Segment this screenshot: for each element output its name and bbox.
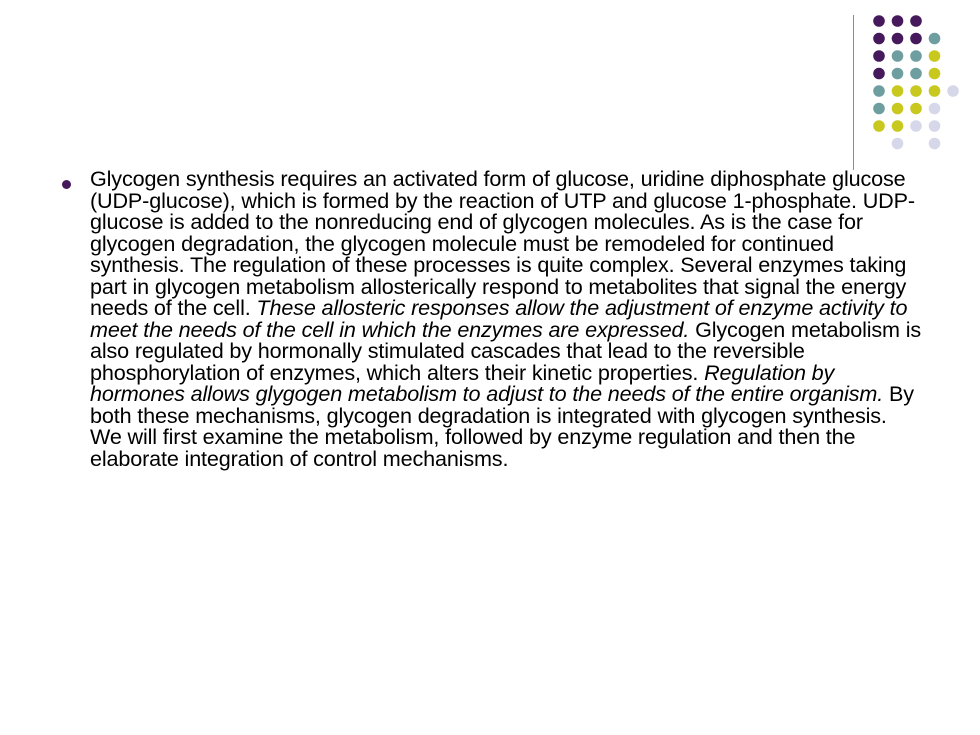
decorative-dot <box>892 85 904 97</box>
decorative-dot <box>910 103 922 115</box>
decorative-dot-grid <box>0 0 980 170</box>
decorative-dot <box>929 120 941 132</box>
decorative-dot <box>910 68 922 80</box>
decorative-dot <box>929 85 941 97</box>
decorative-dot <box>929 33 941 45</box>
decorative-dot <box>910 33 922 45</box>
bullet-dot-icon <box>62 180 71 189</box>
text-segment: Glycogen synthesis requires an activated form of glucose, uridine diphosphate glucose (UDP-glucose), which is formed by the reaction of UTP and glucose 1-phosphate. UDP-glucose is added to the nonreducing end of glycogen molecules. As is the case for glycogen degradation, the glycogen molecule must be remodeled for continued synthesis. The regulation of these processes is quite complex. Several enzymes taking part in glycogen metabolism allosterically respond to metabolites that signal the energy needs of the cell. <box>90 166 915 320</box>
decorative-dot <box>910 85 922 97</box>
decorative-dot <box>873 85 885 97</box>
decorative-dot <box>873 50 885 62</box>
body-paragraph <box>90 168 922 469</box>
text-segment: By both these mechanisms, glycogen degradation is integrated with glycogen synthesis. We will first examine the metabolism, followed by enzyme regulation and then the elaborate integration of control mechanisms. <box>90 381 914 471</box>
decorative-dot <box>910 120 922 132</box>
decorative-dot <box>929 103 941 115</box>
decorative-dot <box>873 15 885 27</box>
decorative-dot <box>892 138 904 150</box>
decorative-dot <box>892 103 904 115</box>
decorative-dot <box>892 68 904 80</box>
decorative-dot <box>892 33 904 45</box>
decorative-dot <box>929 68 941 80</box>
decorative-dot <box>910 15 922 27</box>
decorative-dot <box>947 85 959 97</box>
decorative-dot <box>873 120 885 132</box>
decorative-dot <box>873 103 885 115</box>
decorative-dot <box>910 50 922 62</box>
decorative-dot <box>892 50 904 62</box>
decorative-dot <box>892 15 904 27</box>
decorative-dot <box>892 120 904 132</box>
decorative-dot <box>929 138 941 150</box>
italic-text-segment: These allosteric responses allow the adjustment of enzyme activity to meet the needs of the cell in which the enzymes are expressed. <box>90 295 908 342</box>
decorative-dot <box>929 50 941 62</box>
divider-line <box>853 15 854 170</box>
decorative-dot <box>873 33 885 45</box>
decorative-dot <box>873 68 885 80</box>
text-segment: Glycogen metabolism is also regulated by hormonally stimulated cascades that lead to the reversible phosphorylation of enzymes, which alters their kinetic properties. <box>90 316 922 385</box>
italic-text-segment: Regulation by hormones allows glygogen metabolism to adjust to the needs of the entire organism. <box>90 359 884 406</box>
